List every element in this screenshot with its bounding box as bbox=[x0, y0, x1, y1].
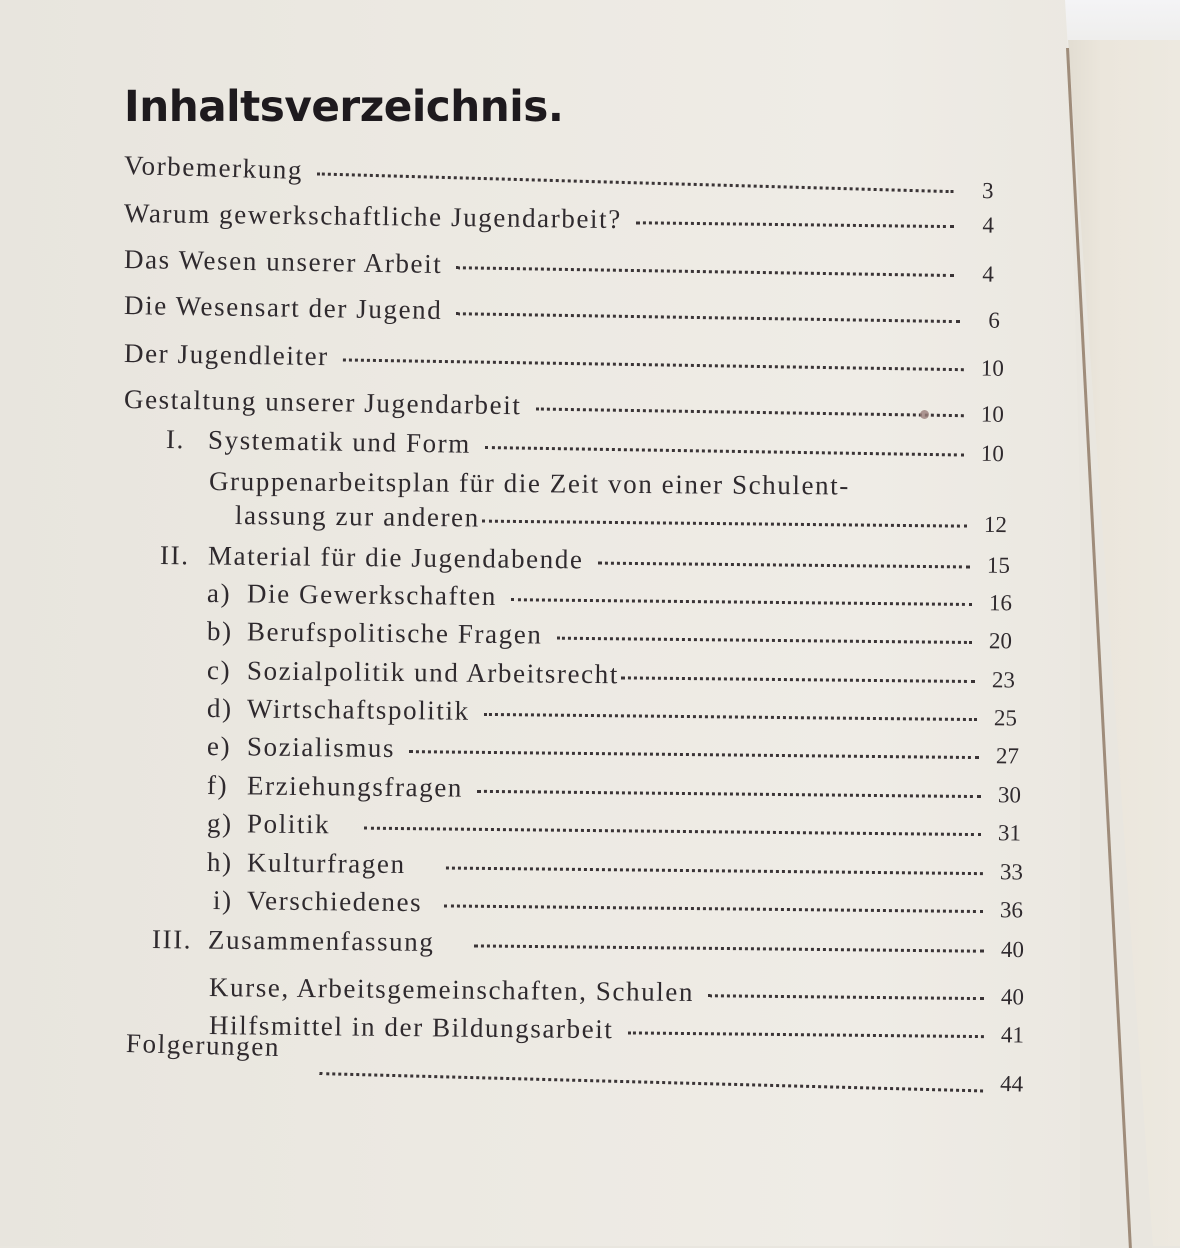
entry-number: e) bbox=[206, 731, 232, 762]
entry-page: 40 bbox=[1000, 984, 1025, 1010]
entry-page: 30 bbox=[997, 782, 1022, 808]
dot-leader bbox=[636, 221, 954, 228]
entry-label: Vorbemerkung bbox=[123, 150, 304, 185]
entry-number: III. bbox=[151, 924, 193, 955]
entry-page: 10 bbox=[980, 401, 1005, 427]
entry-label: Die Gewerkschaften bbox=[246, 578, 498, 612]
dot-leader bbox=[474, 944, 984, 952]
dot-leader bbox=[444, 904, 983, 913]
dot-leader bbox=[485, 446, 964, 457]
entry-number: c) bbox=[206, 655, 232, 686]
dot-leader bbox=[343, 358, 964, 371]
entry-label-line1: Gruppenarbeitsplan für die Zeit von einer Schulent- bbox=[208, 466, 851, 501]
dot-leader bbox=[409, 750, 979, 759]
dot-leader bbox=[708, 994, 984, 1000]
dot-leader bbox=[556, 637, 972, 644]
entry-label: Sozialpolitik und Arbeitsrecht bbox=[246, 655, 620, 690]
entry-page: 31 bbox=[997, 820, 1022, 846]
stain bbox=[920, 410, 929, 419]
entry-label: Die Wesensart der Jugend bbox=[123, 290, 443, 325]
entry-page: 4 bbox=[982, 212, 995, 238]
dot-leader bbox=[482, 520, 967, 528]
entry-label: Der Jugendleiter bbox=[123, 338, 329, 372]
entry-page: 12 bbox=[983, 511, 1008, 538]
entry-label: Hilfsmittel in der Bildungsarbeit bbox=[208, 1010, 614, 1045]
entry-label: Material für die Jugendabende bbox=[207, 540, 584, 575]
entry-number: i) bbox=[212, 885, 233, 916]
entry-page: 44 bbox=[999, 1070, 1024, 1097]
dot-leader bbox=[597, 562, 969, 569]
dot-leader bbox=[627, 1031, 984, 1038]
entry-label: Kulturfragen bbox=[246, 847, 406, 880]
dot-leader bbox=[477, 790, 981, 798]
entry-page: 3 bbox=[981, 177, 994, 204]
entry-page: 15 bbox=[986, 552, 1011, 578]
entry-label: Gestaltung unserer Jugendarbeit bbox=[123, 384, 522, 421]
entry-page: 36 bbox=[999, 897, 1024, 923]
entry-page: 25 bbox=[993, 705, 1018, 731]
entry-label: Zusammenfassung bbox=[207, 924, 435, 957]
entry-number: h) bbox=[206, 847, 233, 878]
entry-page: 20 bbox=[988, 628, 1013, 654]
entry-page: 23 bbox=[991, 667, 1016, 693]
dot-leader bbox=[484, 713, 977, 721]
dot-leader bbox=[446, 866, 983, 875]
entry-page: 6 bbox=[988, 307, 1001, 333]
entry-label: Kurse, Arbeitsgemeinschaften, Schulen bbox=[208, 972, 695, 1008]
entry-label-cont: lassung zur anderen bbox=[234, 500, 480, 533]
dot-leader bbox=[535, 407, 963, 417]
entry-number: a) bbox=[206, 578, 232, 609]
entry-page: 40 bbox=[1000, 936, 1025, 963]
entry-page: 33 bbox=[999, 859, 1024, 885]
entry-label: Systematik und Form bbox=[207, 424, 472, 459]
entry-label: Erziehungsfragen bbox=[246, 770, 464, 803]
entry-label: Politik bbox=[246, 808, 331, 840]
dot-leader bbox=[621, 676, 975, 683]
entry-page: 10 bbox=[980, 355, 1005, 381]
entry-label: Folgerungen bbox=[125, 1028, 281, 1063]
entry-label: Verschiedenes bbox=[246, 885, 423, 918]
entry-page: 16 bbox=[988, 590, 1013, 616]
entry-number: d) bbox=[206, 693, 233, 724]
entry-page: 27 bbox=[995, 743, 1020, 769]
entry-number: g) bbox=[206, 808, 233, 839]
entry-page: 10 bbox=[980, 440, 1005, 467]
entry-number: I. bbox=[165, 424, 186, 455]
entry-label: Das Wesen unserer Arbeit bbox=[123, 244, 443, 279]
dot-leader bbox=[456, 266, 954, 277]
entry-label: Wirtschaftspolitik bbox=[246, 693, 470, 726]
entry-number: f) bbox=[206, 770, 229, 801]
page-title: Inhaltsverzeichnis. bbox=[124, 82, 564, 132]
entry-label: Berufspolitische Fragen bbox=[246, 616, 543, 650]
entry-page: 4 bbox=[982, 261, 995, 287]
entry-label: Warum gewerkschaftliche Jugendarbeit? bbox=[123, 198, 622, 235]
entry-page: 41 bbox=[1000, 1022, 1025, 1048]
entry-label: Sozialismus bbox=[246, 731, 396, 763]
entry-number: b) bbox=[206, 616, 233, 647]
dot-leader bbox=[456, 312, 960, 323]
dot-leader bbox=[511, 598, 972, 606]
entry-number: II. bbox=[159, 540, 190, 571]
book-page-right bbox=[1068, 40, 1180, 1246]
dot-leader bbox=[364, 827, 981, 836]
